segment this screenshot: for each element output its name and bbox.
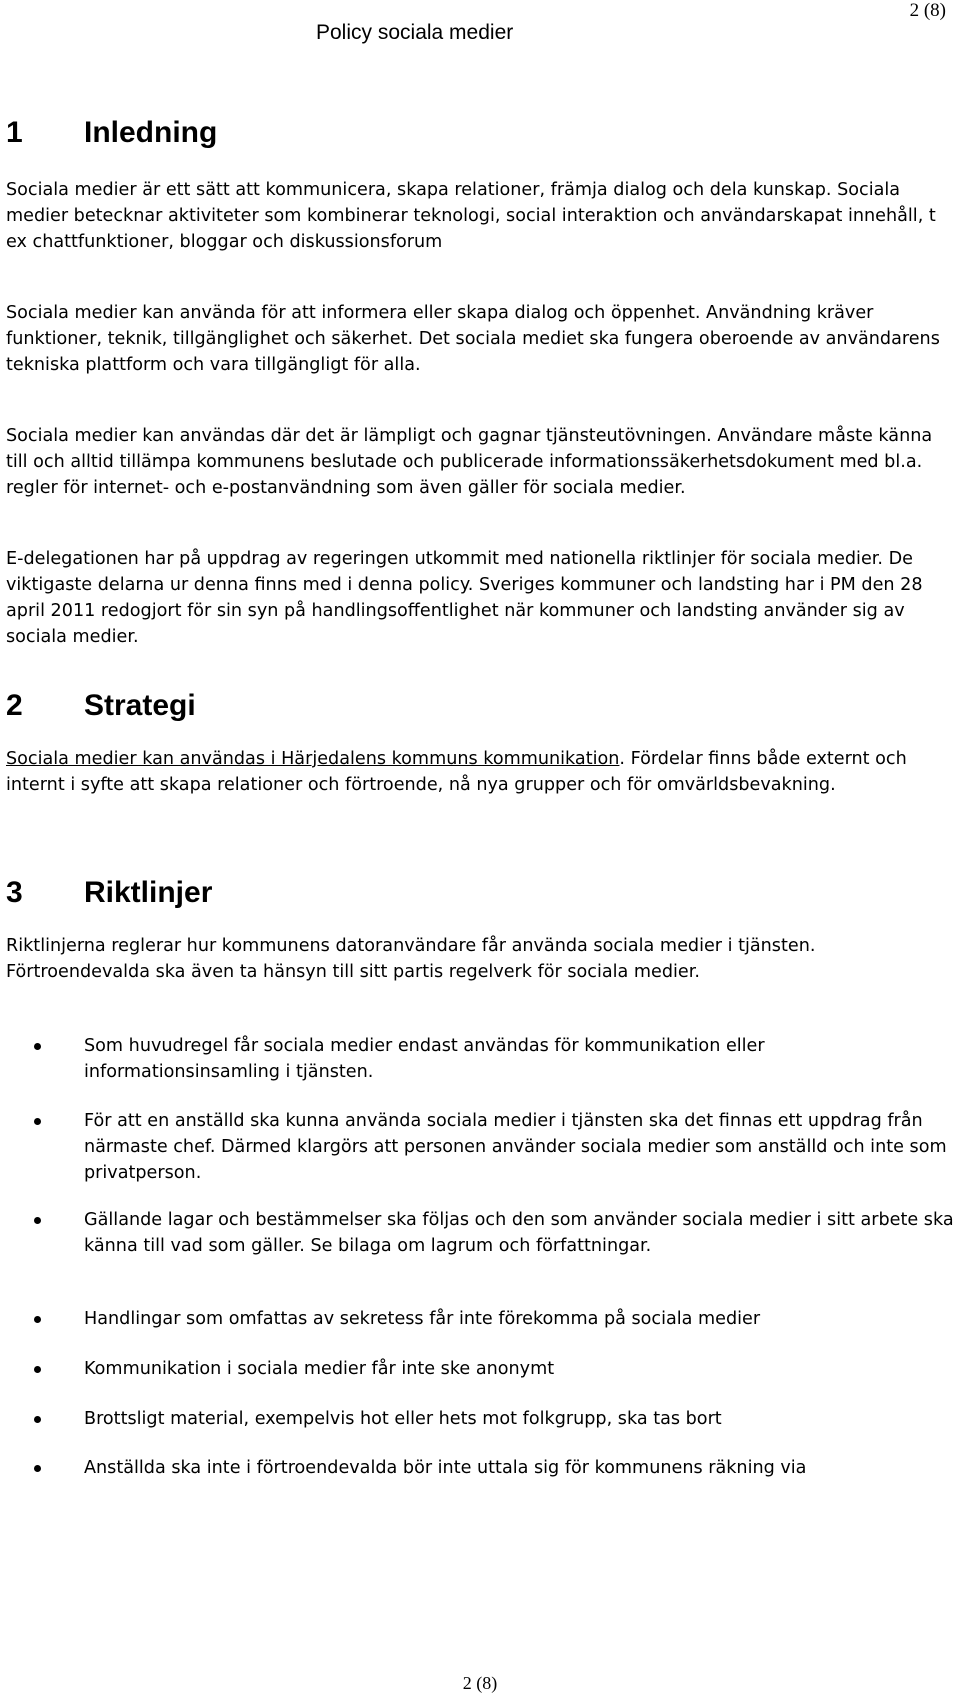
list-item: För att en anställd ska kunna använda sociala medier i tjänsten ska det finnas ett uppdrag från närmaste chef. Därmed klargörs att personen använder sociala medier som anställd och inte som privatperson. — [84, 1108, 954, 1186]
bullet-icon — [34, 1217, 41, 1224]
section-heading-riktlinjer: 3 Riktlinjer — [6, 876, 213, 909]
page-header-number: 2 (8) — [909, 0, 946, 21]
page-footer-number: 2 (8) — [462, 1673, 498, 1693]
paragraph: Sociala medier är ett sätt att kommunicera, skapa relationer, främja dialog och dela kunskap. Sociala medier betecknar aktiviteter som kombinerar teknologi, social interaktion och användarskapat innehåll, t ex chattfunktioner, bloggar och diskussionsforum — [6, 180, 936, 252]
bullet-icon — [34, 1316, 41, 1323]
list-item: Gällande lagar och bestämmelser ska följas och den som använder sociala medier i sitt arbete ska känna till vad som gäller. Se bilaga om lagrum och författningar. — [84, 1207, 954, 1259]
underlined-text: Sociala medier kan användas i Härjedalens kommuns kommunikation — [6, 749, 620, 769]
list-item: Kommunikation i sociala medier får inte ske anonymt — [84, 1356, 954, 1382]
paragraph: Sociala medier kan användas där det är lämpligt och gagnar tjänsteutövningen. Användare måste känna till och alltid tillämpa kommunens beslutade och publicerade informationssäkerhetsdokument med bl.a. regler för internet- och e-postanvändning som även gäller för sociala medier. — [6, 426, 933, 498]
bullet-icon — [34, 1118, 41, 1125]
bullet-icon — [34, 1043, 41, 1050]
list-item: Brottsligt material, exempelvis hot eller hets mot folkgrupp, ska tas bort — [84, 1406, 954, 1432]
list-item: Anställda ska inte i förtroendevalda bör inte uttala sig för kommunens räkning via — [84, 1455, 954, 1481]
bullet-icon — [34, 1465, 41, 1472]
section-heading-strategi: 2 Strategi — [6, 689, 196, 722]
bullet-icon — [34, 1366, 41, 1373]
paragraph: Sociala medier kan använda för att informera eller skapa dialog och öppenhet. Användning kräver funktioner, teknik, tillgänglighet och säkerhet. Det sociala mediet ska fungera oberoende av användarens tekniska plattform och vara tillgängligt för alla. — [6, 303, 940, 375]
page-header-title: Policy sociala medier — [316, 21, 514, 44]
section-heading-inledning: 1 Inledning — [6, 116, 218, 149]
paragraph: Sociala medier kan användas i Härjedalens kommuns kommunikation. Fördelar finns både externt och internt i syfte att skapa relationer och förtroende, nå nya grupper och för omvärldsbevakning. — [6, 749, 907, 795]
list-item: Handlingar som omfattas av sekretess får inte förekomma på sociala medier — [84, 1306, 954, 1332]
paragraph: Riktlinjerna reglerar hur kommunens datoranvändare får använda sociala medier i tjänsten. Förtroendevalda ska även ta hänsyn till sitt partis regelverk för sociala medier. — [6, 936, 816, 982]
list-item: Som huvudregel får sociala medier endast användas för kommunikation eller informationsinsamling i tjänsten. — [84, 1033, 954, 1085]
bullet-icon — [34, 1416, 41, 1423]
paragraph: E-delegationen har på uppdrag av regeringen utkommit med nationella riktlinjer för sociala medier. De viktigaste delarna ur denna finns med i denna policy. Sveriges kommuner och landsting har i PM den 28 april 2011 redogjort för sin syn på handlingsoffentlighet när kommuner och landsting använder sig av sociala medier. — [6, 549, 923, 647]
